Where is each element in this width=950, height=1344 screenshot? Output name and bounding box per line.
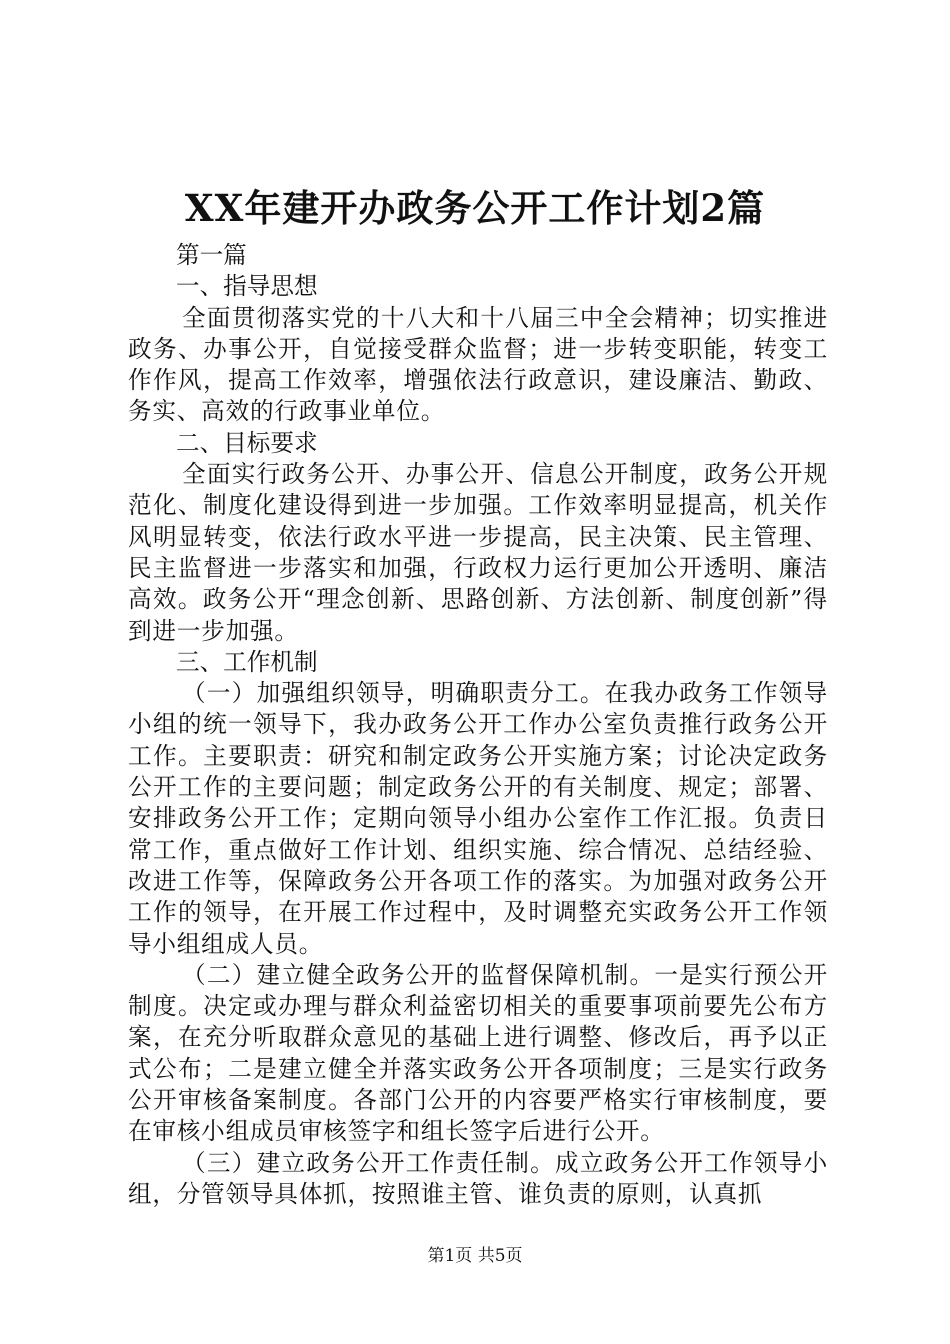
- paragraph-goals: 全面实行政务公开、办事公开、信息公开制度，政务公开规范化、制度化建设得到进一步加强。工作效率明显提高，机关作风明显转变，依法行政水平进一步提高，民主决策、民主管理、民主监督进一步落实和加强，行政权力运行更加公开透明、廉洁高效。政务公开“理念创新、思路创新、方法创新、制度创新”得到进一步加强。: [128, 460, 828, 645]
- document-body: [128, 240, 828, 1210]
- page-footer: 第1页 共5页: [427, 1246, 523, 1266]
- heading-mechanism: 三、工作机制: [176, 647, 318, 676]
- paragraph-mechanism-2: （二）建立健全政务公开的监督保障机制。一是实行预公开制度。决定或办理与群众利益密切相关的重要事项前要先公布方案，在充分听取群众意见的基础上进行调整、修改后，再予以正式公布；二是建立健全并落实政务公开各项制度；三是实行政务公开审核备案制度。各部门公开的内容要严格实行审核制度，要在审核小组成员审核签字和组长签字后进行公开。: [128, 960, 828, 1146]
- section-label: 第一篇: [176, 241, 247, 269]
- paragraph-mechanism-1: （一）加强组织领导，明确职责分工。在我办政务工作领导小组的统一领导下，我办政务公开工作办公室负责推行政务公开工作。主要职责：研究和制定政务公开实施方案；讨论决定政务公开工作的主要问题；制定政务公开的有关制度、规定；部署、安排政务公开工作；定期向领导小组办公室作工作汇报。负责日常工作，重点做好工作计划、组织实施、综合情况、总结经验、改进工作等，保障政务公开各项工作的落实。为加强对政务公开工作的领导，在开展工作过程中，及时调整充实政务公开工作领导小组组成人员。: [128, 679, 828, 958]
- paragraph-guiding-thought: 全面贯彻落实党的十八大和十八届三中全会精神；切实推进政务、办事公开，自觉接受群众监督；进一步转变职能，转变工作作风，提高工作效率，增强依法行政意识，建设廉洁、勤政、务实、高效的行政事业单位。: [128, 303, 828, 426]
- document-title: XX年建开办政务公开工作计划2篇: [184, 186, 766, 230]
- heading-goals: 二、目标要求: [176, 428, 318, 457]
- heading-guiding-thought: 一、指导思想: [176, 272, 318, 301]
- paragraph-mechanism-3: （三）建立政务公开工作责任制。成立政务公开工作领导小组，分管领导具体抓，按照谁主管、谁负责的原则，认真抓: [128, 1148, 828, 1208]
